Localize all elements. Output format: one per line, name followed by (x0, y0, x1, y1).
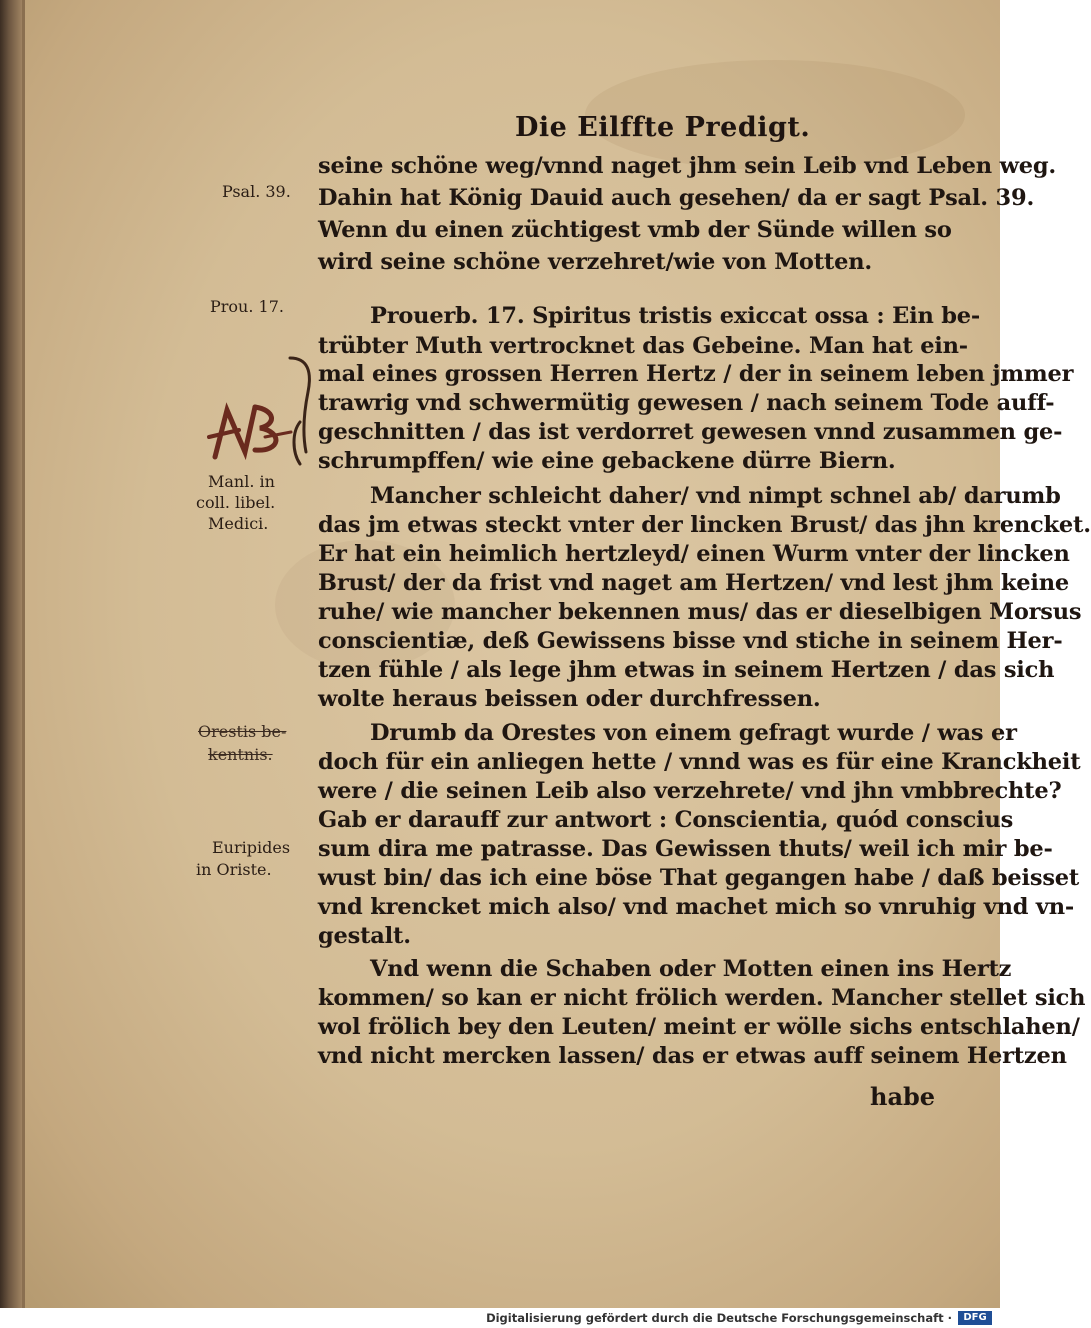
dfg-logo: DFG (958, 1311, 992, 1325)
text-line: gestalt. (318, 923, 411, 949)
text-line: sum dira me patrasse. Das Gewissen thuts/ weil ich mir be- (318, 836, 1053, 862)
text-line: Brust/ der da frist vnd naget am Hertzen/ vnd lest jhm keine (318, 570, 1069, 596)
text-line: wol frölich bey den Leuten/ meint er wölle sichs entschlahen/ (318, 1014, 1080, 1040)
text-line: trübter Muth vertrocknet das Gebeine. Man hat ein- (318, 333, 968, 359)
text-line: Wenn du einen züchtigest vmb der Sünde willen so (318, 217, 952, 243)
text-line: das jm etwas steckt vnter der lincken Brust/ das jhn krencket. (318, 512, 1091, 538)
text-line: wolte heraus beissen oder durchfressen. (318, 686, 821, 712)
text-line: conscientiæ, deß Gewissens bisse vnd stiche in seinem Her- (318, 628, 1063, 654)
text-line: were / die seinen Leib also verzehrete/ vnd jhn vmbbrechte? (318, 778, 1062, 804)
margin-note-proverbs: Prou. 17. (210, 297, 284, 316)
running-header: Die Eilffte Predigt. (515, 112, 811, 143)
margin-note-manl: Medici. (208, 514, 269, 533)
text-line: tzen fühle / als lege jhm etwas in seinem Hertzen / das sich (318, 657, 1055, 683)
text-line: Drumb da Orestes von einem gefragt wurde / was er (370, 720, 1017, 746)
text-line: Er hat ein heimlich hertzleyd/ einen Wurm vnter der lincken (318, 541, 1070, 567)
margin-note-euripides: in Oriste. (196, 860, 272, 879)
book-edge (0, 0, 22, 1308)
text-line: geschnitten / das ist verdorret gewesen vnnd zusammen ge- (318, 419, 1063, 445)
margin-note-orestis: Orestis be- (198, 722, 287, 741)
text-line: doch für ein anliegen hette / vnnd was es für eine Kranckheit (318, 749, 1081, 775)
text-line: vnd nicht mercken lassen/ das er etwas auff seinem Hertzen (318, 1043, 1067, 1069)
text-line: Vnd wenn die Schaben oder Motten einen ins Hertz (370, 956, 1012, 982)
text-line: mal eines grossen Herren Hertz / der in seinem leben jmmer (318, 361, 1074, 387)
margin-note-orestis: kentnis. (208, 745, 273, 764)
text-line: trawrig vnd schwermütig gewesen / nach seinem Tode auff- (318, 390, 1055, 416)
text-line: wust bin/ das ich eine böse That gegangen habe / daß beisset (318, 865, 1080, 891)
text-line: vnd krencket mich also/ vnd machet mich so vnruhig vnd vn- (318, 894, 1075, 920)
margin-note-psalm: Psal. 39. (222, 182, 291, 201)
funding-credit: Digitalisierung gefördert durch die Deutsche Forschungsgemeinschaft · (486, 1311, 952, 1325)
text-line: wird seine schöne verzehret/wie von Motten. (318, 249, 873, 275)
margin-note-manl: coll. libel. (196, 493, 276, 512)
text-line: seine schöne weg/vnnd naget jhm sein Leib vnd Leben weg. (318, 153, 1057, 179)
footer-bar (0, 1308, 1000, 1328)
handwritten-bracket (282, 352, 322, 472)
text-line: kommen/ so kan er nicht frölich werden. Mancher stellet sich (318, 985, 1086, 1011)
text-line: Gab er darauff zur antwort : Conscientia, quód conscius (318, 807, 1014, 833)
text-line: Dahin hat König Dauid auch gesehen/ da er sagt Psal. 39. (318, 185, 1035, 211)
text-line: ruhe/ wie mancher bekennen mus/ das er dieselbigen Morsus (318, 599, 1082, 625)
margin-note-manl: Manl. in (208, 472, 275, 491)
margin-note-euripides: Euripides (212, 838, 291, 857)
text-line: schrumpffen/ wie eine gebackene dürre Biern. (318, 448, 896, 474)
text-line: Prouerb. 17. Spiritus tristis exiccat ossa : Ein be- (370, 303, 981, 329)
catchword: habe (870, 1082, 936, 1111)
text-line: Mancher schleicht daher/ vnd nimpt schnel ab/ darumb (370, 483, 1061, 509)
